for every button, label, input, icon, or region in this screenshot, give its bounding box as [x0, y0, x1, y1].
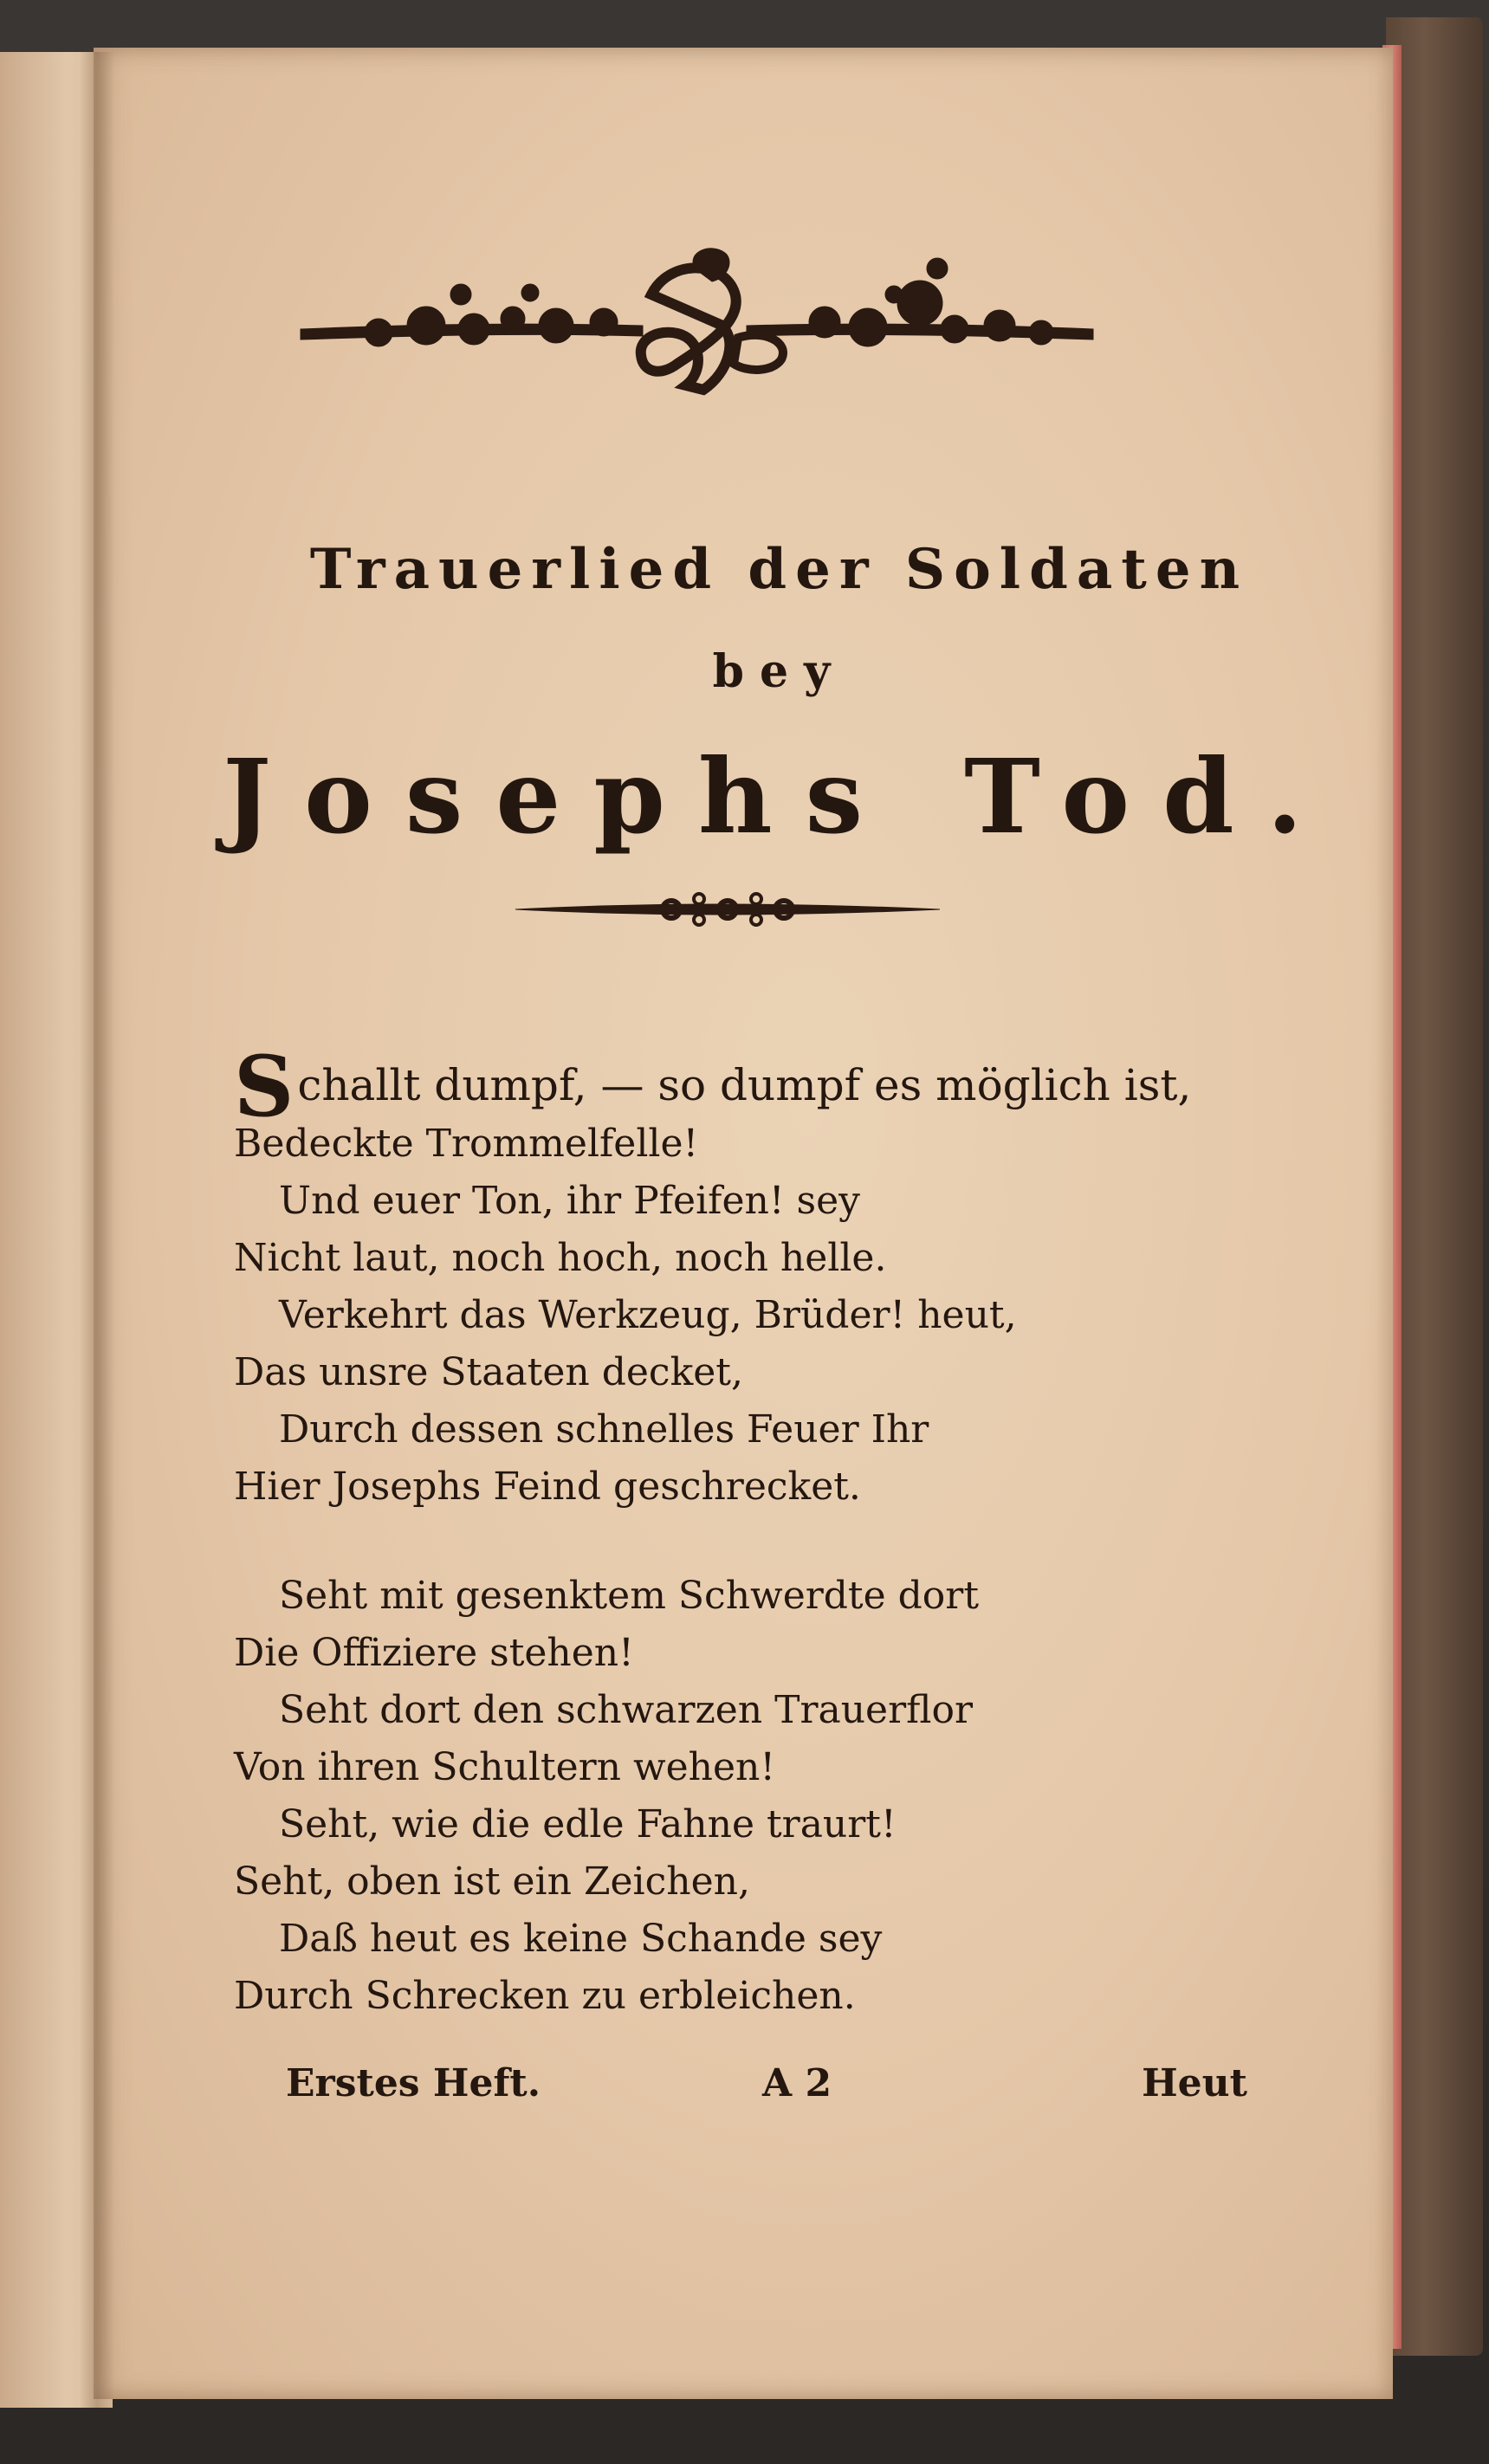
poem-line: Das unsre Staaten decket,	[234, 1350, 743, 1394]
floral-ribbon-ornament	[296, 243, 1097, 398]
signature-mark: A 2	[762, 2061, 832, 2105]
poem-line: Seht, oben ist ein Zeichen,	[234, 1859, 750, 1904]
poem-line: Seht dort den schwarzen Trauerflor	[279, 1688, 974, 1732]
scroll-divider-ornament	[515, 883, 940, 935]
stanza-1	[234, 1038, 1273, 1516]
poem-line: Bedeckte Trommelfelle!	[234, 1122, 699, 1166]
poem-line: Durch dessen schnelles Feuer Ihr	[279, 1407, 929, 1452]
initial-letter: S	[234, 1038, 295, 1135]
title-line-1: Trauerlied der Soldaten	[309, 537, 1249, 602]
poem-line: Daß heut es keine Schande sey	[279, 1917, 883, 1961]
title-line-3: Josephs Tod.	[223, 736, 1336, 857]
poem-line: Verkehrt das Werkzeug, Brüder! heut,	[279, 1293, 1017, 1337]
poem-line	[234, 1038, 1273, 1135]
stanza-2	[234, 1568, 1273, 2025]
title-line-2: bey	[712, 645, 846, 698]
poem-line: Nicht laut, noch hoch, noch helle.	[234, 1236, 887, 1280]
poem-line: Seht, wie die edle Fahne traurt!	[279, 1802, 897, 1846]
poem-line: Und euer Ton, ihr Pfeifen! sey	[279, 1179, 860, 1223]
poem-line: Von ihren Schultern wehen!	[234, 1745, 776, 1789]
poem-line: Die Offiziere stehen!	[234, 1631, 634, 1675]
poem-line: Durch Schrecken zu erbleichen.	[234, 1974, 856, 2018]
poem-line-text: challt dumpf, — so dumpf es möglich ist,	[297, 1060, 1192, 1110]
catchword: Heut	[1142, 2061, 1247, 2105]
poem-line: Hier Josephs Feind geschrecket.	[234, 1465, 861, 1509]
signature-title: Erstes Heft.	[286, 2061, 541, 2105]
poem-line: Seht mit gesenktem Schwerdte dort	[279, 1574, 980, 1618]
page-gutter	[80, 52, 114, 2408]
page-footer	[286, 2061, 1247, 2113]
